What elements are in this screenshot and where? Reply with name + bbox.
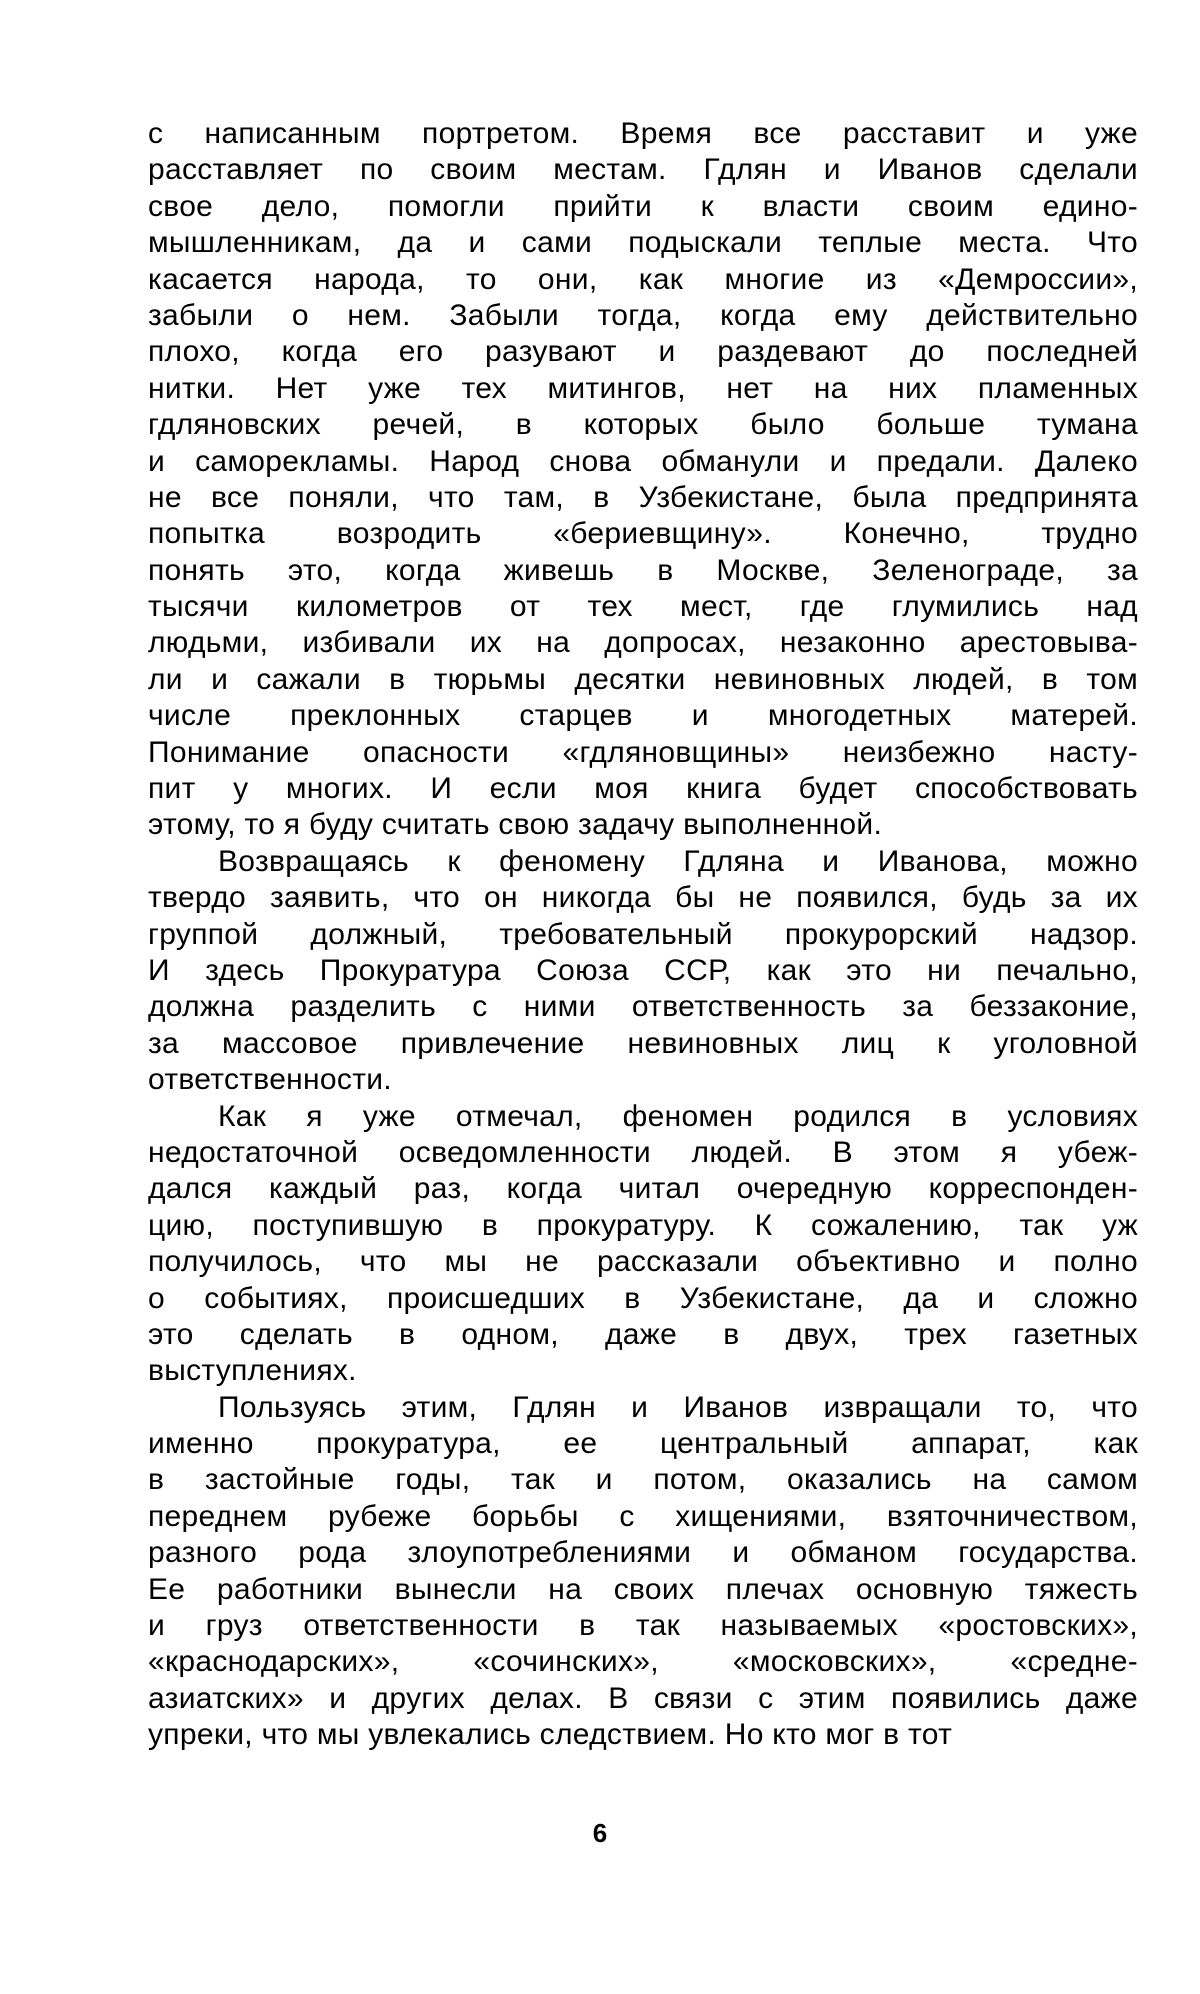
text-line: касается народа, то они, как многие из «Демроссии», bbox=[148, 262, 1138, 296]
text-line: разного рода злоупотреблениями и обманом государства. bbox=[148, 1536, 1138, 1570]
text-line: пит у многих. И если моя книга будет способствовать bbox=[148, 772, 1138, 806]
text-line: это сделать в одном, даже в двух, трех газетных bbox=[148, 1317, 1138, 1351]
text-line: дался каждый раз, когда читал очередную корреспонден- bbox=[148, 1172, 1138, 1206]
text-line: Ее работники вынесли на своих плечах основную тяжесть bbox=[148, 1572, 1138, 1606]
text-line: Возвращаясь к феномену Гдляна и Иванова, можно bbox=[218, 844, 1138, 878]
text-line: Как я уже отмечал, феномен родился в условиях bbox=[218, 1099, 1138, 1133]
text-line: переднем рубеже борьбы с хищениями, взяточничеством, bbox=[148, 1499, 1138, 1533]
text-line: свое дело, помогли прийти к власти своим едино- bbox=[148, 189, 1138, 223]
text-line: и груз ответственности в так называемых «ростовских», bbox=[148, 1609, 1138, 1643]
text-line: твердо заявить, что он никогда бы не появился, будь за их bbox=[148, 881, 1138, 915]
text-line: цию, поступившую в прокуратуру. К сожалению, так уж bbox=[148, 1208, 1138, 1242]
text-line: «краснодарских», «сочинских», «московских», «средне- bbox=[148, 1645, 1138, 1679]
text-line: гдляновских речей, в которых было больше тумана bbox=[148, 408, 1138, 442]
text-line: ли и сажали в тюрьмы десятки невиновных людей, в том bbox=[148, 662, 1138, 696]
text-line: Понимание опасности «гдляновщины» неизбежно насту- bbox=[148, 735, 1138, 769]
text-line: ответственности. bbox=[148, 1063, 392, 1097]
text-line: в застойные годы, так и потом, оказались на самом bbox=[148, 1463, 1138, 1497]
text-line: упреки, что мы увлекались следствием. Но кто мог в тот bbox=[148, 1718, 953, 1752]
text-line: за массовое привлечение невиновных лиц к уголовной bbox=[148, 1026, 1138, 1060]
text-line: недостаточной осведомленности людей. В этом я убеж- bbox=[148, 1135, 1138, 1169]
body-text bbox=[148, 116, 1138, 1754]
text-line: с написанным портретом. Время все расставит и уже bbox=[148, 117, 1138, 150]
text-line: попытка возродить «бериевщину». Конечно, трудно bbox=[148, 517, 1138, 551]
text-line: понять это, когда живешь в Москве, Зеленограде, за bbox=[148, 553, 1138, 587]
text-line: этому, то я буду считать свою задачу выполненной. bbox=[148, 808, 883, 842]
text-line: числе преклонных старцев и многодетных матерей. bbox=[148, 699, 1138, 733]
page-number: 6 bbox=[592, 1818, 608, 1848]
text-line: не все поняли, что там, в Узбекистане, была предпринята bbox=[148, 480, 1138, 514]
text-line: выступлениях. bbox=[148, 1354, 357, 1388]
text-line: именно прокуратура, ее центральный аппарат, как bbox=[148, 1427, 1138, 1461]
text-line: И здесь Прокуратура Союза ССР, как это ни печально, bbox=[148, 953, 1138, 987]
text-line: людьми, избивали их на допросах, незаконно арестовыва- bbox=[148, 626, 1138, 660]
text-line: получилось, что мы не рассказали объективно и полно bbox=[148, 1245, 1138, 1279]
text-line: азиатских» и других делах. В связи с этим появились даже bbox=[148, 1681, 1138, 1715]
text-line: расставляет по своим местам. Гдлян и Иванов сделали bbox=[148, 153, 1138, 187]
text-line: и саморекламы. Народ снова обманули и предали. Далеко bbox=[148, 444, 1138, 478]
text-line: забыли о нем. Забыли тогда, когда ему действительно bbox=[148, 298, 1138, 332]
text-line: Пользуясь этим, Гдлян и Иванов извращали то, что bbox=[218, 1390, 1138, 1424]
text-line: группой должный, требовательный прокурорский надзор. bbox=[148, 917, 1138, 951]
text-line: тысячи километров от тех мест, где глумились над bbox=[148, 590, 1138, 624]
text-line: нитки. Нет уже тех митингов, нет на них пламенных bbox=[148, 371, 1138, 405]
text-line: должна разделить с ними ответственность за беззаконие, bbox=[148, 990, 1138, 1024]
text-line: плохо, когда его разувают и раздевают до последней bbox=[148, 335, 1138, 369]
text-line: мышленникам, да и сами подыскали теплые места. Что bbox=[148, 226, 1138, 260]
text-line: о событиях, происшедших в Узбекистане, да и сложно bbox=[148, 1281, 1138, 1315]
